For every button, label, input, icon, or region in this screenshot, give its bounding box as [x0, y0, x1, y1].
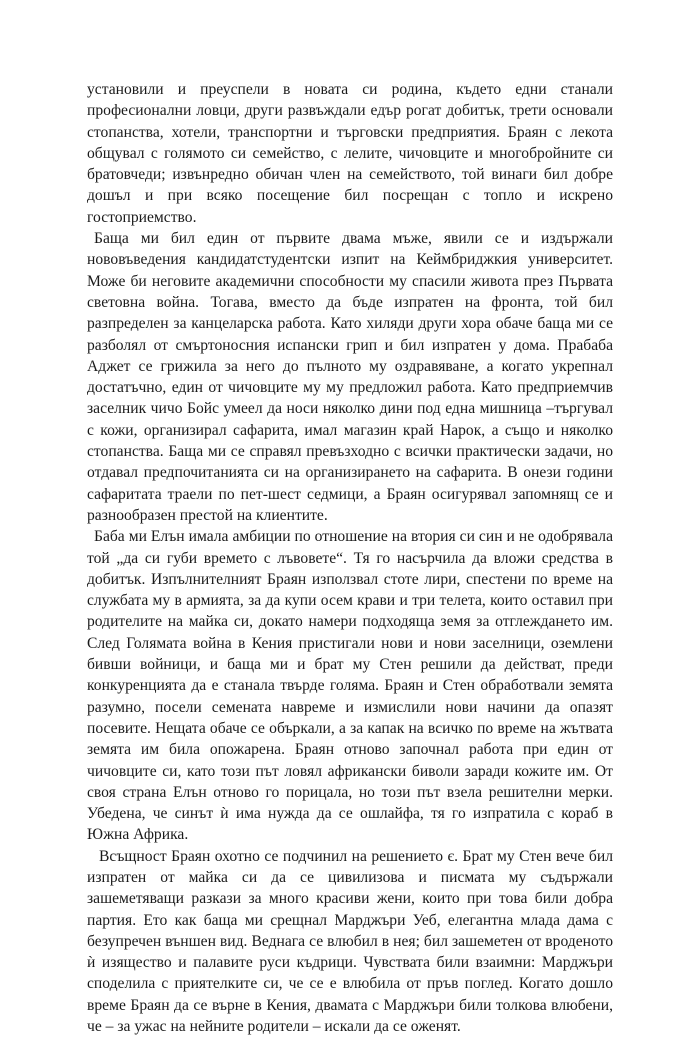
body-text — [87, 79, 613, 1037]
paragraph: Баща ми бил един от първите двама мъже, явили се и издържали нововъведения кандидатстудентски изпит на Кеймбриджкия университет. Може би неговите академични способности му спасили живота през Първата световна война. Тогава, вместо да бъде изпратен на фронта, той бил разпределен за канцеларска работа. Като хиляди други хора обаче баща ми се разболял от смъртоносния испански грип и бил изпратен у дома. Прабаба Аджет се грижила за него до пълното му оздравяване, а когато укрепнал достатъчно, един от чичовците му му предложил работа. Като предприемчив заселник чичо Бойс умеел да носи няколко дини под една мишница –търгувал с кожи, организирал сафарита, имал магазин край Нарок, а също и няколко стопанства. Баща ми се справял превъзходно с всички практически задачи, но отдавал предпочитанията си на организирането на сафарита. В онези години сафаритата траели по пет-шест седмици, а Браян осигурявал запомнящ се и разнообразен престой на клиентите. — [87, 230, 613, 524]
paragraph: установили и преуспели в новата си родина, където едни станали професионални ловци, други развъждали едър рогат добитък, трети основали стопанства, хотели, транспортни и търговски предприятия. Браян с лекота общувал с голямото си семейство, с лелите, чичовците и многобройните си братовчеди; извънредно обичан член на семейството, той винаги бил добре дошъл и при всяко посещение бил посрещан с топло и искрено гостоприемство. — [87, 81, 613, 226]
paragraph: Баба ми Елън имала амбиции по отношение на втория си син и не одобрявала той „да си губи времето с лъвовете“. Тя го насърчила да вложи средства в добитък. Изпълнителният Браян използвал стоте лири, спестени по време на службата му в армията, за да купи осем крави и три телета, които оставил при родителите на майка си, докато намери подходяща земя за отглеждането им. След Голямата война в Кения пристигали нови и нови заселници, оземлени бивши войници, и бащa ми и брат му Стен решили да действат, преди конкуренцията да е станала твърде голяма. Браян и Стен обработвали земята разумно, посели семената навреме и измислили нови начини да опазят посевите. Нещата обаче се объркали, а за капак на всичко по време на жътвата земята им била опожарена. Браян отново започнал работа при един от чичовците си, като този път ловял африкански биволи заради кожите им. От своя страна Елън отново го порицала, но този път взела решителни мерки. Убедена, че синът ѝ има нужда да се ошлайфа, тя го изпратила с кораб в Южна Африка. — [87, 528, 613, 844]
paragraph: Всъщност Браян охотно се подчинил на решението є. Брат му Стен вече бил изпратен от майка си да се цивилизова и писмата му съдържали зашеметяващи разкази за много красиви жени, които при това били добра партия. Ето как баща ми срещнал Марджъри Уеб, елегантна млада дама с безупречен външен вид. Веднага се влюбил в нея; бил зашеметен от вроденото ѝ изящество и палавите руси къдрици. Чувствата били взаимни: Марджъри споделила с приятелките си, че се е влюбила от пръв поглед. Когато дошло време Браян да се върне в Кения, двамата с Марджъри били толкова влюбени, че – за ужас на нейните родители – искали да се оженят. — [87, 847, 613, 1036]
